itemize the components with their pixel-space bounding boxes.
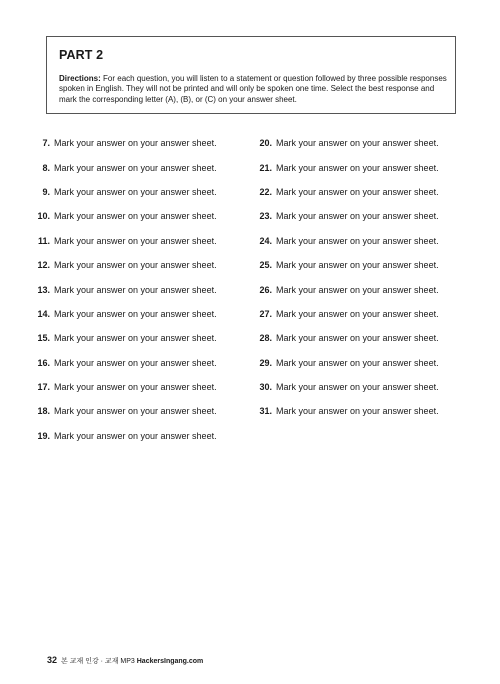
question-item	[250, 258, 439, 272]
question-number: 23.	[259, 211, 272, 221]
question-text: Mark your answer on your answer sheet.	[276, 285, 439, 295]
question-item	[250, 161, 439, 175]
question-text: Mark your answer on your answer sheet.	[276, 358, 439, 368]
question-number: 10.	[37, 211, 50, 221]
question-item	[28, 209, 217, 223]
directions-text: For each question, you will listen to a statement or question followed by three possible responses spoken in English. They will not be printed and will only be spoken one time. Select the best response and mark the corresponding letter (A), (B), or (C) on your answer sheet.	[59, 74, 447, 104]
question-item	[28, 331, 217, 345]
question-number: 26.	[259, 285, 272, 295]
question-text: Mark your answer on your answer sheet.	[54, 260, 217, 270]
question-text: Mark your answer on your answer sheet.	[276, 406, 439, 416]
question-text: Mark your answer on your answer sheet.	[276, 138, 439, 148]
question-text: Mark your answer on your answer sheet.	[276, 333, 439, 343]
question-text: Mark your answer on your answer sheet.	[54, 163, 217, 173]
question-number: 27.	[259, 309, 272, 319]
question-text: Mark your answer on your answer sheet.	[276, 211, 439, 221]
question-item	[28, 380, 217, 394]
question-text: Mark your answer on your answer sheet.	[54, 236, 217, 246]
question-number: 22.	[259, 187, 272, 197]
page-number: 32	[47, 655, 58, 665]
question-item	[250, 234, 439, 248]
question-text: Mark your answer on your answer sheet.	[276, 382, 439, 392]
question-number: 11.	[37, 236, 50, 246]
question-text: Mark your answer on your answer sheet.	[54, 333, 217, 343]
question-number: 20.	[259, 138, 272, 148]
question-number: 31.	[259, 406, 272, 416]
part-title: PART 2	[59, 48, 104, 62]
page-footer	[47, 655, 203, 667]
question-number: 9.	[42, 187, 50, 197]
question-text: Mark your answer on your answer sheet.	[276, 163, 439, 173]
question-text: Mark your answer on your answer sheet.	[276, 309, 439, 319]
question-number: 19.	[37, 431, 50, 441]
question-text: Mark your answer on your answer sheet.	[54, 187, 217, 197]
question-item	[28, 234, 217, 248]
question-number: 18.	[37, 406, 50, 416]
question-item	[28, 161, 217, 175]
question-item	[250, 380, 439, 394]
question-text: Mark your answer on your answer sheet.	[54, 358, 217, 368]
question-item	[250, 136, 439, 150]
question-item	[250, 209, 439, 223]
question-number: 30.	[259, 382, 272, 392]
question-text: Mark your answer on your answer sheet.	[54, 309, 217, 319]
question-number: 25.	[259, 260, 272, 270]
question-number: 17.	[37, 382, 50, 392]
question-text: Mark your answer on your answer sheet.	[54, 382, 217, 392]
question-item	[28, 185, 217, 199]
question-text: Mark your answer on your answer sheet.	[54, 285, 217, 295]
question-item	[250, 356, 439, 370]
footer-site: HackersIngang.com	[136, 658, 204, 665]
question-text: Mark your answer on your answer sheet.	[54, 138, 217, 148]
question-item	[250, 185, 439, 199]
question-number: 7.	[42, 138, 50, 148]
question-item	[28, 356, 217, 370]
question-text: Mark your answer on your answer sheet.	[54, 211, 217, 221]
question-item	[250, 331, 439, 345]
question-number: 16.	[37, 358, 50, 368]
question-item	[28, 136, 217, 150]
question-item	[250, 307, 439, 321]
question-number: 13.	[37, 285, 50, 295]
question-number: 21.	[259, 163, 272, 173]
question-number: 24.	[259, 236, 272, 246]
directions-label: Directions:	[59, 74, 101, 83]
question-number: 8.	[42, 163, 50, 173]
question-item	[28, 283, 217, 297]
question-item	[28, 307, 217, 321]
question-item	[250, 404, 439, 418]
question-item	[28, 429, 217, 443]
question-text: Mark your answer on your answer sheet.	[276, 260, 439, 270]
question-number: 15.	[37, 333, 50, 343]
question-number: 14.	[37, 309, 50, 319]
footer-text: 본 교재 인강 · 교재 MP3	[61, 658, 137, 665]
question-number: 12.	[37, 260, 50, 270]
question-item	[28, 258, 217, 272]
question-text: Mark your answer on your answer sheet.	[54, 431, 217, 441]
question-number: 28.	[259, 333, 272, 343]
question-text: Mark your answer on your answer sheet.	[54, 406, 217, 416]
question-text: Mark your answer on your answer sheet.	[276, 236, 439, 246]
question-item	[250, 283, 439, 297]
question-number: 29.	[259, 358, 272, 368]
question-item	[28, 404, 217, 418]
question-text: Mark your answer on your answer sheet.	[276, 187, 439, 197]
